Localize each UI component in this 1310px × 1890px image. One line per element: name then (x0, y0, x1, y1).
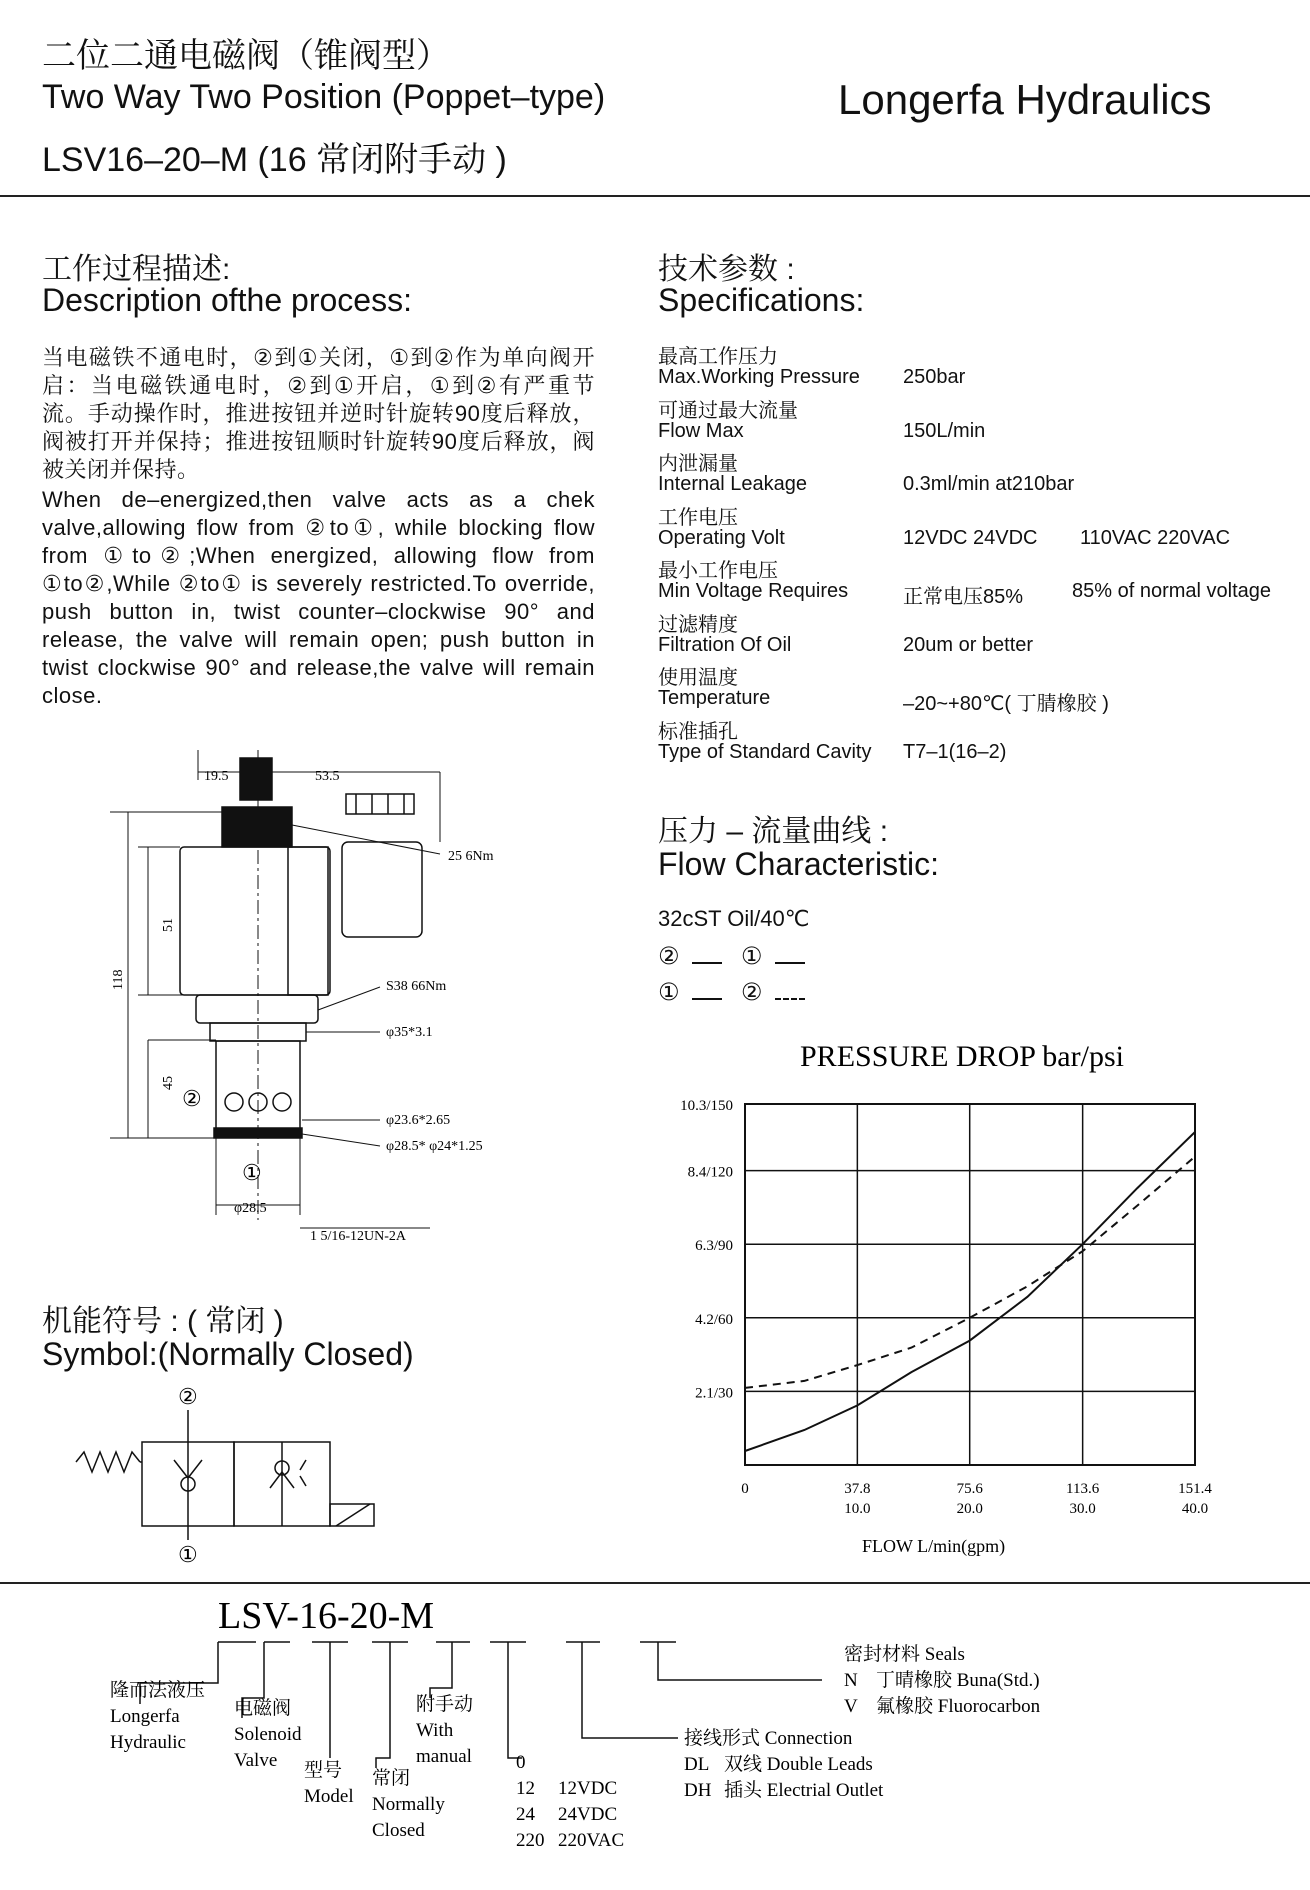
legend-dashed (658, 978, 805, 1007)
chart-x-tick: 37.8 (844, 1481, 871, 1497)
spec-value: 150L/min (903, 419, 986, 442)
order-conn2-desc: 插头 Electrial Outlet (724, 1780, 884, 1801)
order-seal2-code: V (844, 1696, 858, 1717)
override-knob (240, 758, 272, 800)
chart-xlabel: FLOW L/min(gpm) (862, 1536, 1006, 1556)
order-conn1-code: DL (684, 1754, 710, 1775)
label-thread: 1 5/16-12UN-2A (310, 1229, 407, 1244)
spec-label-en: Temperature (658, 687, 771, 709)
order-v1-code: 12 (516, 1778, 535, 1799)
order-sol-en1: Solenoid (234, 1724, 302, 1745)
spec-value-secondary: 110VAC 220VAC (1080, 526, 1231, 549)
chart-x-tick: 75.6 (956, 1481, 983, 1497)
chart-x-tick: 151.4 (1178, 1481, 1212, 1497)
ordering-code (90, 1588, 1090, 1888)
dim-118: 118 (111, 969, 126, 990)
flow-heading-cn: 压力 – 流量曲线 : (658, 815, 889, 848)
chart-y-tick: 10.3/150 (680, 1098, 733, 1114)
flow-heading-en: Flow Characteristic: (658, 846, 939, 882)
spec-label-cn: 最小工作电压 (658, 560, 778, 582)
symbol-heading-en: Symbol:(Normally Closed) (42, 1336, 414, 1372)
coil-side (288, 847, 328, 995)
spec-heading-en: Specifications: (658, 282, 865, 318)
spec-label-cn: 可通过最大流量 (658, 399, 798, 422)
legend-solid-line (692, 962, 722, 964)
order-man-en2: manual (416, 1746, 472, 1767)
title-cn: 二位二通电磁阀（锥阀型） (42, 37, 450, 75)
order-model-cn: 型号 (304, 1760, 343, 1781)
spec-label-en: Filtration Of Oil (658, 633, 792, 656)
spec-value: T7–1(16–2) (903, 740, 1007, 763)
spec-label-cn: 使用温度 (658, 667, 738, 689)
spec-value-secondary: 85% of normal voltage (1072, 580, 1272, 602)
spec-label-en: Type of Standard Cavity (658, 740, 872, 763)
brand-name: Longerfa Hydraulics (838, 76, 1212, 123)
spec-heading-cn: 技术参数 : (658, 253, 795, 286)
order-sol-cn: 电磁阀 (234, 1698, 292, 1719)
legend-dashed-port-a: ① (658, 979, 680, 1006)
order-conn2-code: DH (684, 1780, 712, 1801)
chart-y-tick: 2.1/30 (695, 1385, 733, 1402)
order-nc-en1: Normally (372, 1794, 445, 1815)
dim-53-5: 53.5 (315, 769, 340, 784)
order-man-cn: 附手动 (416, 1694, 474, 1715)
symbol-port-1: ① (178, 1542, 198, 1567)
order-v3-code: 220 (516, 1830, 545, 1851)
drawing-port-2: ② (182, 1086, 202, 1111)
title-en: Two Way Two Position (Poppet–type) (42, 78, 606, 116)
valve-drawing (110, 750, 570, 1250)
chart-x-tick-gpm: 20.0 (956, 1501, 983, 1517)
symbol-heading-cn: 机能符号 : ( 常闭 ) (42, 1305, 284, 1338)
order-v3-desc: 220VAC (558, 1830, 625, 1851)
spec-value: 250bar (903, 366, 966, 388)
hydraulic-symbol (70, 1380, 390, 1570)
legend-solid (658, 942, 805, 971)
legend-dashed-line-2 (775, 998, 805, 1000)
dim-51: 51 (161, 918, 176, 932)
order-v1-desc: 12VDC (558, 1778, 618, 1799)
order-nc-cn: 常闭 (372, 1768, 411, 1789)
label-d35: φ35*3.1 (386, 1025, 433, 1040)
desc-heading-cn: 工作过程描述: (42, 253, 231, 286)
order-brand-en2: Hydraulic (110, 1732, 186, 1753)
order-nc-en2: Closed (372, 1820, 425, 1841)
chart-y-tick: 6.3/90 (695, 1238, 733, 1255)
order-model: LSV-16-20-M (218, 1595, 435, 1637)
desc-text-cn: 当电磁铁不通电时，②到①关闭，①到②作为单向阀开启：当电磁铁通电时，②到①开启，①到②有严重节流。手动操作时，推进按钮并逆时针旋转90度后释放，阀被打开并保持；推进按钮顺时针旋转90度后释放，阀被关闭并保持。 (42, 345, 595, 482)
label-d23: φ23.6*2.65 (386, 1113, 451, 1128)
coil-body (180, 847, 330, 995)
spec-value: –20~+80℃( 丁腈橡胶 ) (903, 693, 1109, 715)
connector-body (342, 842, 422, 937)
order-seal-title: 密封材料 Seals (844, 1644, 965, 1665)
order-seal1-desc: 丁晴橡胶 Buna(Std.) (876, 1670, 1040, 1691)
dim-45: 45 (161, 1076, 176, 1090)
legend-dashed-line (692, 998, 722, 1000)
legend-dashed-port-b: ② (740, 979, 763, 1006)
spec-label-cn: 最高工作压力 (658, 346, 778, 368)
dim-19-5: 19.5 (204, 769, 229, 784)
order-sol-en2: Valve (234, 1750, 278, 1771)
order-brand-cn: 隆而法液压 (110, 1680, 206, 1701)
spec-label-cn: 内泄漏量 (658, 453, 738, 475)
order-conn1-desc: 双线 Double Leads (724, 1754, 873, 1775)
chart-x-tick-gpm: 40.0 (1181, 1501, 1209, 1517)
spec-label-cn: 工作电压 (658, 506, 738, 529)
chart-title: PRESSURE DROP bar/psi (800, 1040, 1124, 1073)
order-v2-code: 24 (516, 1804, 535, 1825)
spec-label-en: Max.Working Pressure (658, 366, 860, 388)
legend-solid-port-b: ① (740, 943, 763, 970)
model-line: LSV16–20–M (16 常闭附手动 ) (42, 141, 507, 179)
pressure-drop-chart (640, 1040, 1240, 1560)
symbol-port-2: ② (178, 1384, 198, 1409)
drawing-port-1: ① (242, 1160, 262, 1185)
spec-label-en: Min Voltage Requires (658, 580, 849, 602)
spec-value: 20um or better (903, 633, 1034, 656)
chart-y-tick: 4.2/60 (695, 1311, 733, 1328)
chart-x-tick-gpm: 30.0 (1069, 1501, 1096, 1517)
order-brand-en1: Longerfa (110, 1706, 180, 1727)
order-seal1-code: N (844, 1670, 858, 1691)
legend-solid-port-a: ② (658, 943, 680, 970)
oil-condition: 32cST Oil/40℃ (658, 906, 810, 931)
hex-nut (196, 995, 318, 1023)
chart-y-tick: 8.4/120 (687, 1164, 733, 1181)
chart-x-tick: 0 (741, 1481, 749, 1497)
desc-text-en: When de–energized,then valve acts as a chek valve,allowing flow from ②to①, while blocking flow from ①to②;When energized, allowing flow from ①to②,While ②to① is severely restricted.To override, push button in, twist counter–clockwise 90° and release, the valve will remain open; push button in twist clockwise 90° and release,the valve will remain close. (42, 487, 595, 708)
chart-x-tick: 113.6 (1066, 1481, 1100, 1497)
spec-label-cn: 标准插孔 (658, 720, 738, 743)
order-model-en: Model (304, 1786, 354, 1807)
order-seal2-desc: 氟橡胶 Fluorocarbon (876, 1696, 1041, 1717)
spec-label-cn: 过滤精度 (658, 613, 738, 636)
order-v2-desc: 24VDC (558, 1804, 618, 1825)
label-torque-25: 25 6Nm (448, 849, 494, 864)
spring-icon (76, 1452, 140, 1472)
label-d28: φ28.5 (234, 1201, 267, 1216)
spec-value: 12VDC 24VDC (903, 526, 1038, 549)
order-conn-title: 接线形式 Connection (684, 1728, 853, 1749)
label-d28-seal: φ28.5* φ24*1.25 (386, 1139, 483, 1154)
chart-x-tick-gpm: 10.0 (844, 1501, 871, 1517)
label-s38: S38 66Nm (386, 979, 447, 994)
spec-value: 正常电压85% (903, 586, 1024, 608)
spec-label-en: Internal Leakage (658, 473, 808, 495)
order-v0: 0 (516, 1752, 526, 1773)
order-man-en1: With (416, 1720, 454, 1741)
spec-value: 0.3ml/min at210bar (903, 473, 1075, 495)
desc-heading-en: Description ofthe process: (42, 282, 412, 318)
spec-label-en: Flow Max (658, 419, 744, 442)
ordering-divider (0, 1582, 1310, 1584)
spec-label-en: Operating Volt (658, 526, 785, 549)
legend-solid-line-2 (775, 962, 805, 964)
header-divider (0, 195, 1310, 197)
knurled-nut (222, 807, 292, 847)
